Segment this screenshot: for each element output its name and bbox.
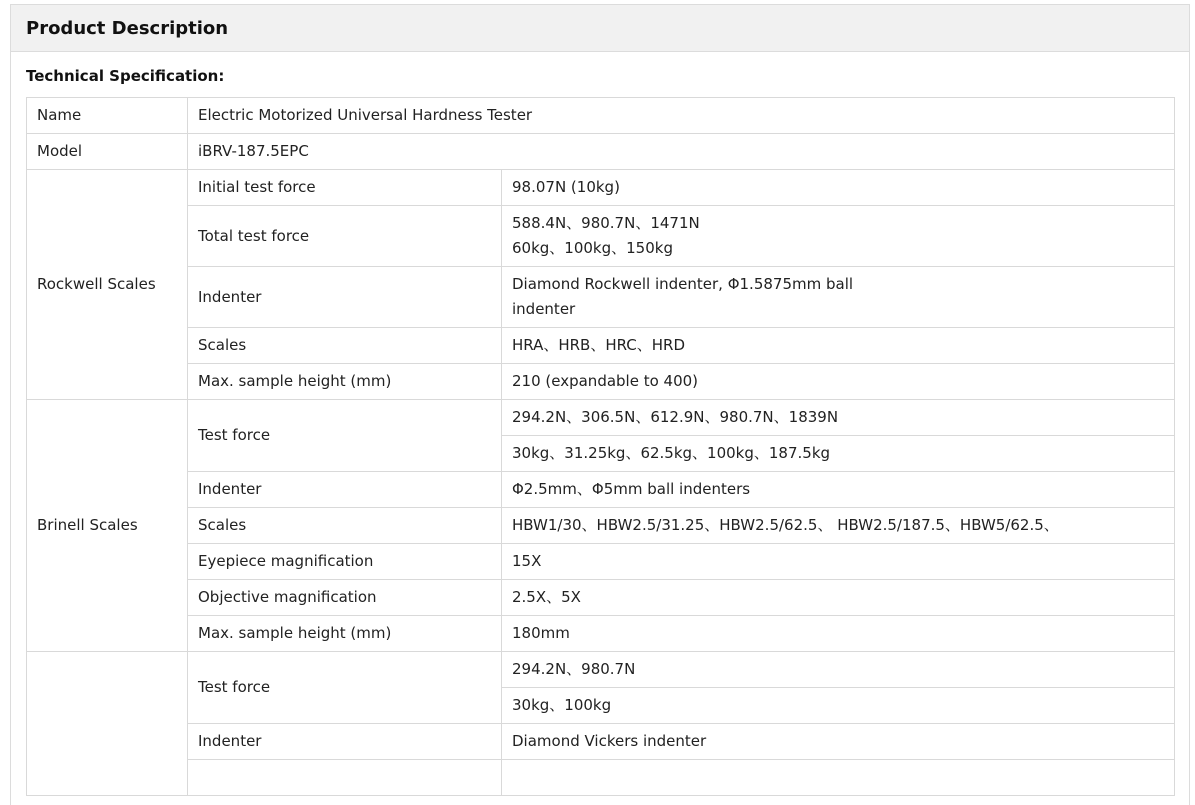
vickers-indenter-label: Indenter [188, 724, 502, 760]
brinell-test-force-label: Test force [188, 400, 502, 472]
table-row [27, 580, 1175, 616]
table-row [27, 364, 1175, 400]
table-row [27, 170, 1175, 206]
brinell-scales-value: HBW1/30、HBW2.5/31.25、HBW2.5/62.5、 HBW2.5/187.5、HBW5/62.5、 [502, 508, 1175, 544]
panel-header [11, 5, 1189, 52]
brinell-test-force-kg: 30kg、31.25kg、62.5kg、100kg、187.5kg [502, 436, 1175, 472]
spec-table [26, 97, 1175, 796]
rockwell-max-height-label: Max. sample height (mm) [188, 364, 502, 400]
table-row [27, 760, 1175, 796]
table-row [27, 98, 1175, 134]
rockwell-total-force-kg: 60kg、100kg、150kg [512, 239, 673, 257]
table-row [27, 134, 1175, 170]
table-row [27, 652, 1175, 688]
group-vickers [27, 652, 188, 796]
rockwell-total-force-n: 588.4N、980.7N、1471N [512, 214, 700, 232]
rockwell-indenter-value [502, 267, 1175, 328]
brinell-scales-label: Scales [188, 508, 502, 544]
vickers-next-value [502, 760, 1175, 796]
brinell-objective-label: Objective magnification [188, 580, 502, 616]
row-value-model: iBRV-187.5EPC [188, 134, 1175, 170]
vickers-next-label [188, 760, 502, 796]
rockwell-indenter-line2: indenter [512, 300, 576, 318]
rockwell-scales-label: Scales [188, 328, 502, 364]
brinell-indenter-value: Φ2.5mm、Φ5mm ball indenters [502, 472, 1175, 508]
rockwell-indenter-label: Indenter [188, 267, 502, 328]
row-label-name: Name [27, 98, 188, 134]
brinell-objective-value: 2.5X、5X [502, 580, 1175, 616]
rockwell-initial-force-value: 98.07N (10kg) [502, 170, 1175, 206]
vickers-indenter-value: Diamond Vickers indenter [502, 724, 1175, 760]
vickers-test-force-label: Test force [188, 652, 502, 724]
table-row [27, 544, 1175, 580]
rockwell-max-height-value: 210 (expandable to 400) [502, 364, 1175, 400]
product-description-panel [10, 4, 1190, 805]
row-value-name: Electric Motorized Universal Hardness Tester [188, 98, 1175, 134]
table-row [27, 724, 1175, 760]
brinell-test-force-n: 294.2N、306.5N、612.9N、980.7N、1839N [502, 400, 1175, 436]
table-row [27, 508, 1175, 544]
rockwell-total-force-value [502, 206, 1175, 267]
rockwell-indenter-line1: Diamond Rockwell indenter, Φ1.5875mm ball [512, 275, 854, 293]
table-row [27, 400, 1175, 436]
vickers-test-force-n: 294.2N、980.7N [502, 652, 1175, 688]
brinell-indenter-label: Indenter [188, 472, 502, 508]
table-row [27, 267, 1175, 328]
group-rockwell: Rockwell Scales [27, 170, 188, 400]
spec-title: Technical Specification: [26, 67, 225, 85]
rockwell-total-force-label: Total test force [188, 206, 502, 267]
vickers-test-force-kg: 30kg、100kg [502, 688, 1175, 724]
brinell-max-height-label: Max. sample height (mm) [188, 616, 502, 652]
group-brinell: Brinell Scales [27, 400, 188, 652]
brinell-eyepiece-label: Eyepiece magnification [188, 544, 502, 580]
brinell-eyepiece-value: 15X [502, 544, 1175, 580]
row-label-model: Model [27, 134, 188, 170]
table-row [27, 472, 1175, 508]
brinell-max-height-value: 180mm [502, 616, 1175, 652]
panel-title: Product Description [26, 17, 229, 39]
rockwell-initial-force-label: Initial test force [188, 170, 502, 206]
table-row [27, 616, 1175, 652]
table-row [27, 206, 1175, 267]
rockwell-scales-value: HRA、HRB、HRC、HRD [502, 328, 1175, 364]
table-row [27, 328, 1175, 364]
